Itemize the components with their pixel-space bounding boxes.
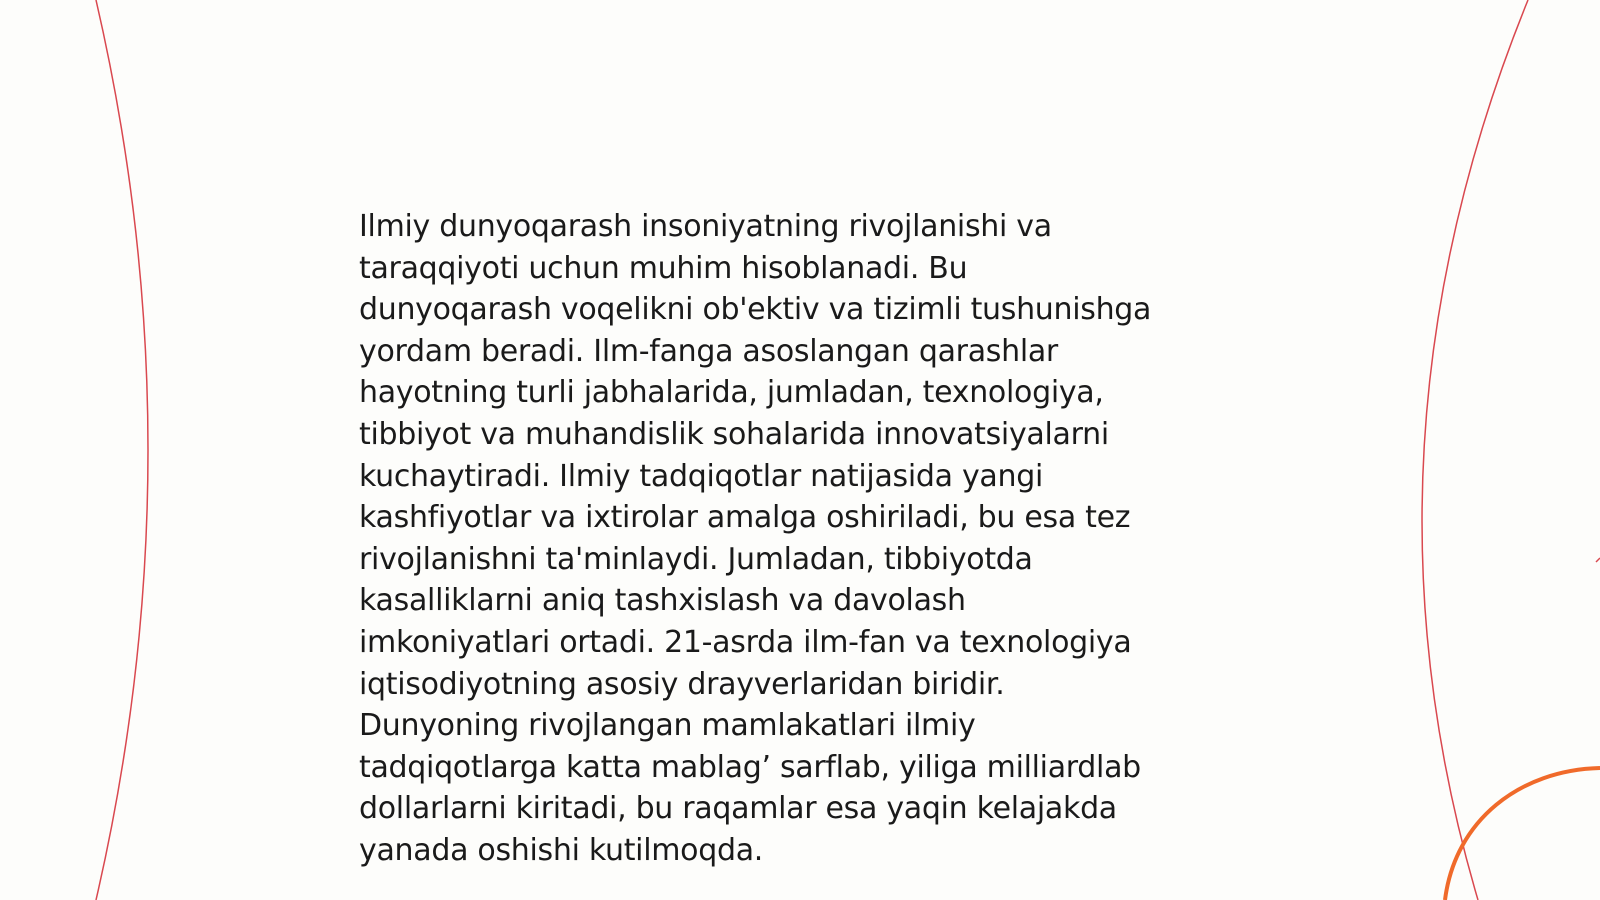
paragraph-line: imkoniyatlari ortadi. 21-asrda ilm-fan va texnologiya xyxy=(359,624,1132,660)
paragraph-line: kashfiyotlar va ixtirolar amalga oshiriladi, bu esa tez xyxy=(359,500,1131,536)
accent-arc xyxy=(1445,768,1600,900)
paragraph-line: tadqiqotlarga katta mablag’ sarflab, yiliga milliardlab xyxy=(359,749,1141,785)
paragraph-line: Dunyoning rivojlangan mamlakatlari ilmiy xyxy=(359,708,976,744)
paragraph-line: rivojlanishni ta'minlaydi. Jumladan, tibbiyotda xyxy=(359,541,1033,577)
right-edge-tick xyxy=(1596,558,1600,562)
paragraph-line: kasalliklarni aniq tashxislash va davolash xyxy=(359,583,966,619)
paragraph-line: iqtisodiyotning asosiy drayverlaridan biridir. xyxy=(359,666,1005,702)
paragraph-line: yanada oshishi kutilmoqda. xyxy=(359,832,764,868)
paragraph-line: kuchaytiradi. Ilmiy tadqiqotlar natijasida yangi xyxy=(359,458,1043,494)
paragraph-line: Ilmiy dunyoqarash insoniyatning rivojlanishi va xyxy=(359,209,1052,244)
paragraph-line: yordam beradi. Ilm-fanga asoslangan qarashlar xyxy=(359,333,1058,369)
paragraph-line: dollarlarni kiritadi, bu raqamlar esa yaqin kelajakda xyxy=(359,791,1117,827)
right-curve-line xyxy=(1422,0,1528,900)
paragraph-line: taraqqiyoti uchun muhim hisoblanadi. Bu xyxy=(359,250,968,286)
left-curve-line xyxy=(96,0,148,900)
paragraph-line: hayotning turli jabhalarida, jumladan, texnologiya, xyxy=(359,375,1104,411)
paragraph-line: dunyoqarash voqelikni ob'ektiv va tizimli tushunishga xyxy=(359,292,1152,328)
body-paragraph xyxy=(359,206,1239,872)
paragraph-line: tibbiyot va muhandislik sohalarida innovatsiyalarni xyxy=(359,416,1109,452)
